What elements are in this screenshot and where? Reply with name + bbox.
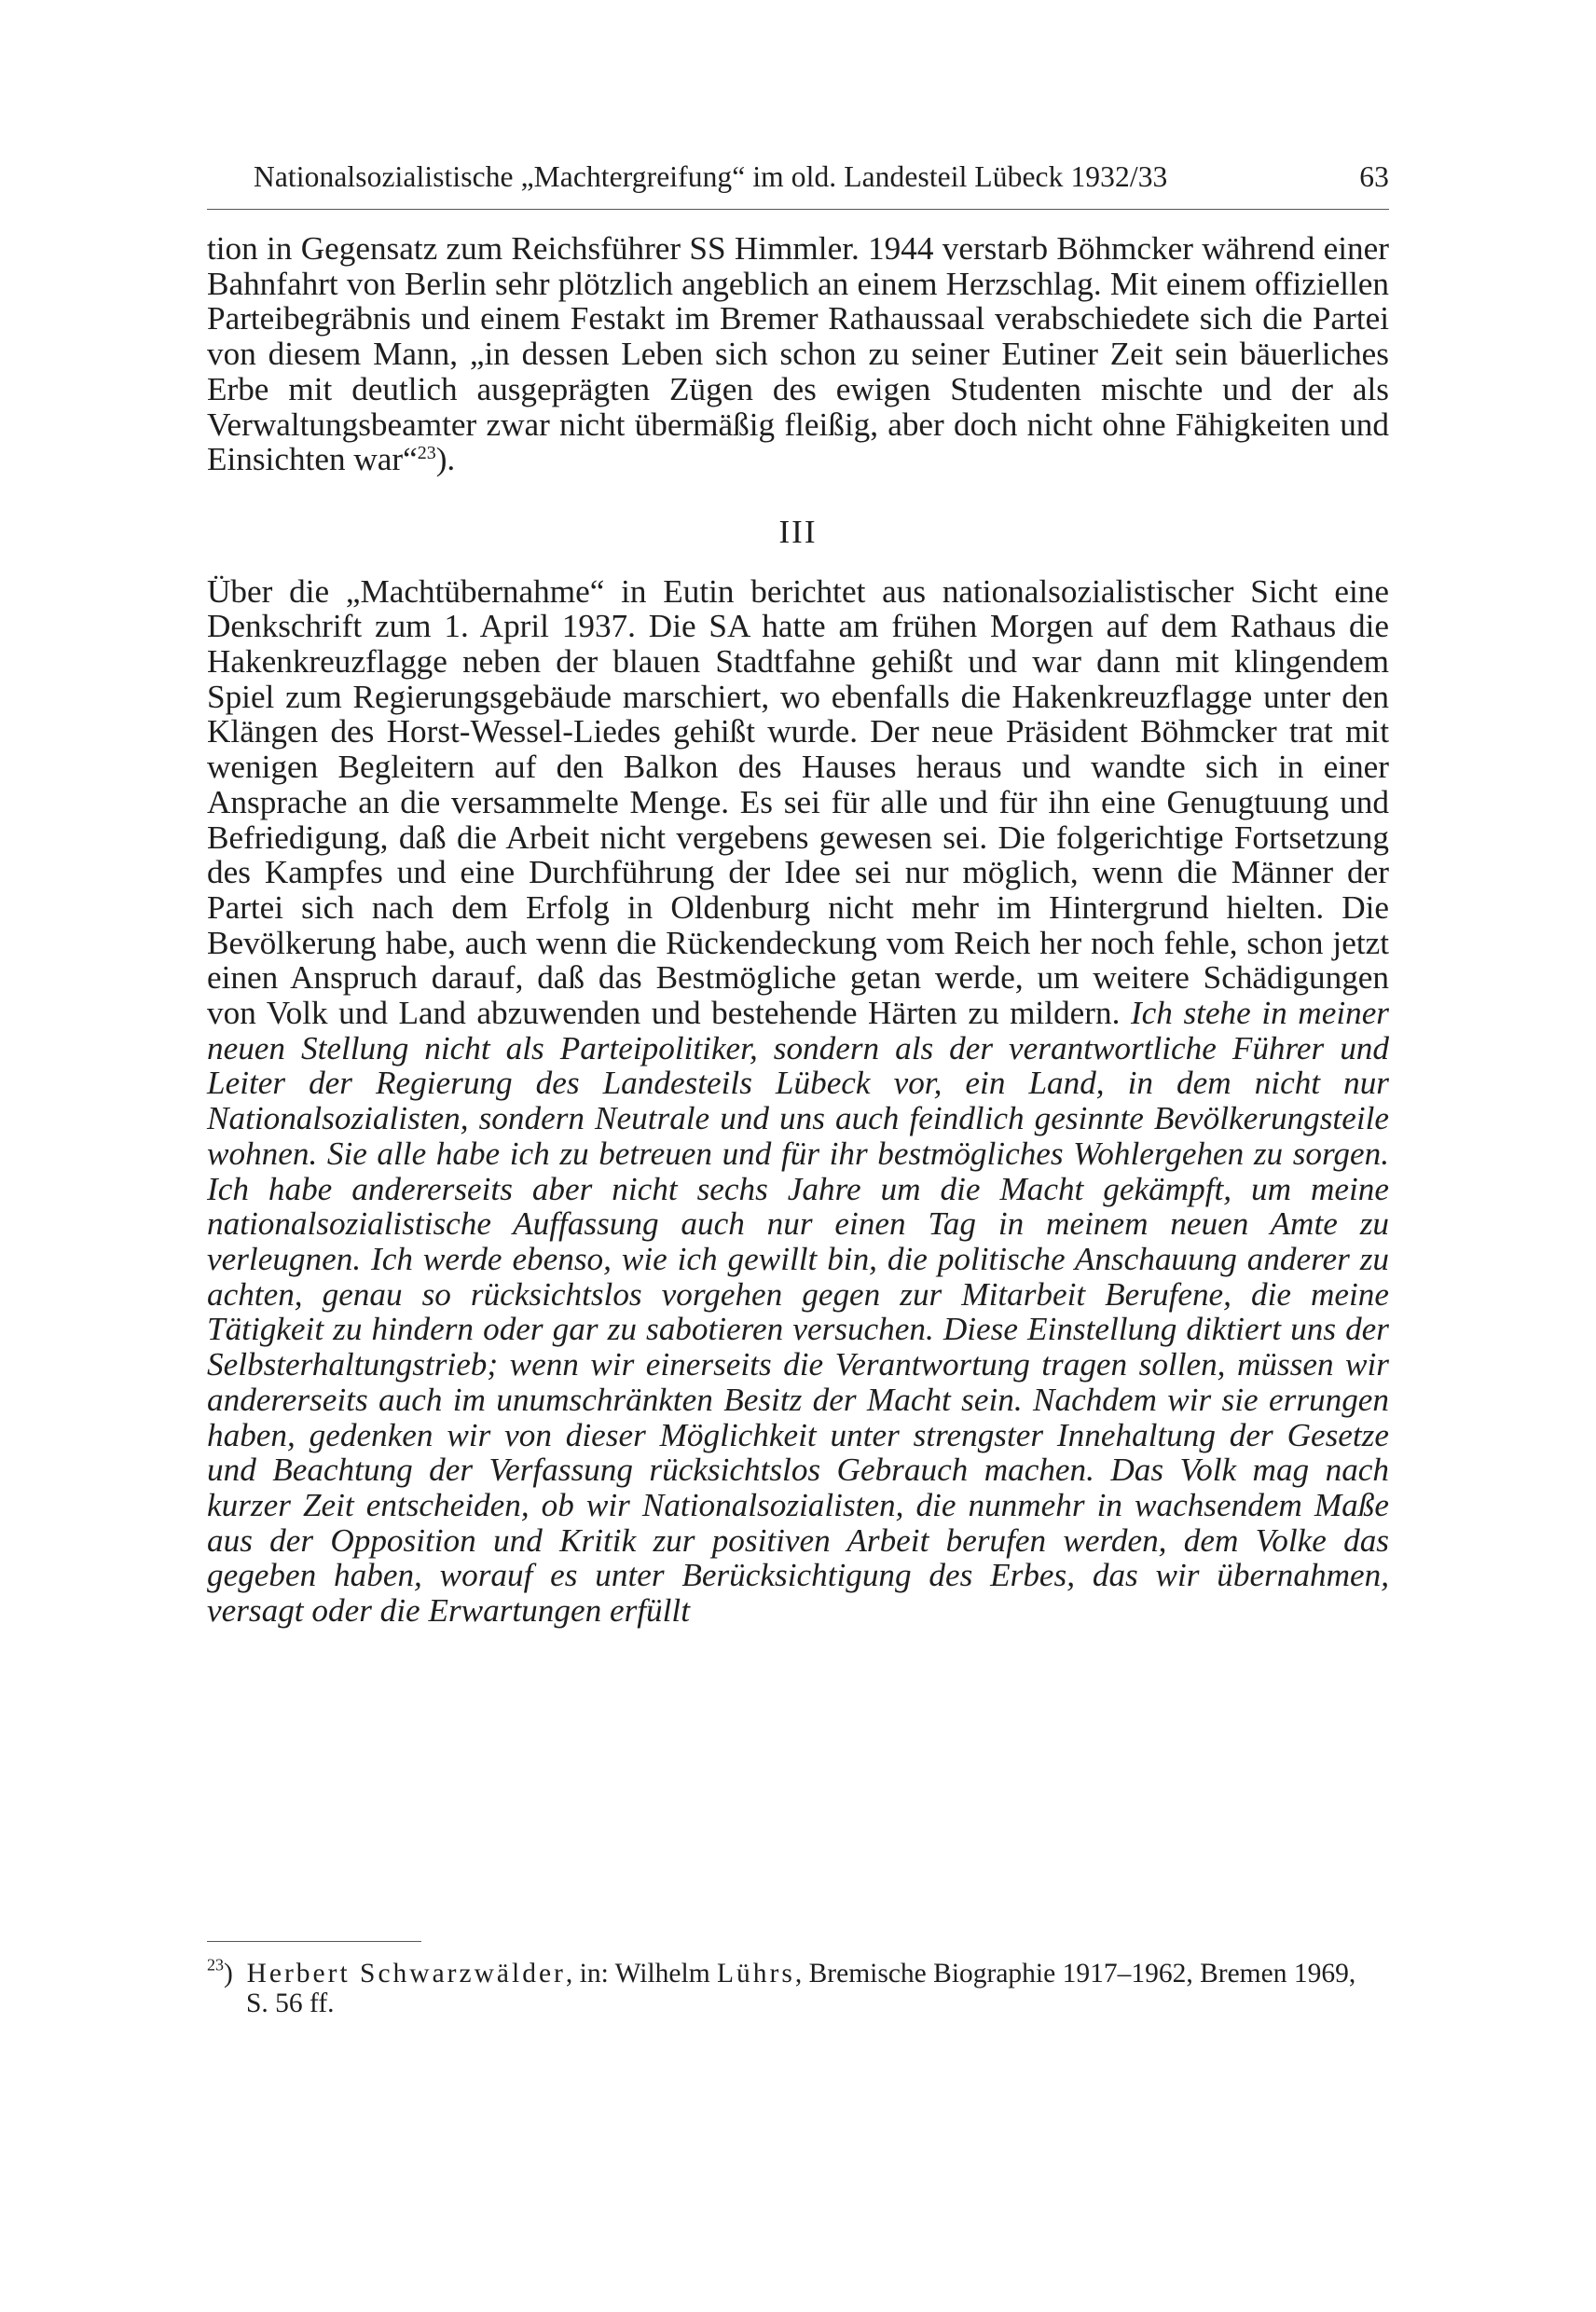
- running-head: [207, 149, 1389, 196]
- footnote-text: [247, 1959, 1356, 1989]
- paragraph-end: ).: [435, 441, 456, 478]
- footnote-paren: ): [224, 1959, 233, 1989]
- body-text: [207, 231, 1389, 1629]
- footnote-line-2: S. 56 ff.: [246, 1988, 335, 2018]
- paragraph-text: Über die „Machtübernahme“ in Eutin berichtet aus nationalsozialistischer Sicht eine Denkschrift zum 1. April 1937. Die SA hatte am frühen Morgen auf dem Rathaus die Hakenkreuzflagge neben der blauen Stadtfahne gehißt und war dann mit klingendem Spiel zum Regierungsgebäude marschiert, wo ebenfalls die Hakenkreuzflagge unter den Klängen des Horst-Wessel-Liedes gehißt wurde. Der neue Präsident Böhmcker trat mit wenigen Begleitern auf den Balkon des Hauses heraus und wandte sich in einer Ansprache an die versammelte Menge. Es sei für alle und für ihn eine Genugtuung und Befriedigung, daß die Arbeit nicht vergebens gewesen sei. Die folgerichtige Fortsetzung des Kampfes und eine Durchführung der Idee sei nur möglich, wenn die Männer der Partei sich nach dem Erfolg in Oldenburg nicht mehr im Hintergrund hielten. Die Bevölkerung habe, auch wenn die Rückendeckung vom Reich her noch fehle, schon jetzt einen Anspruch darauf, daß das Bestmögliche getan werde, um weitere Schädigungen von Volk und Land abzuwenden und bestehende Härten zu mildern.: [207, 572, 1389, 1032]
- paragraph: [207, 574, 1389, 1629]
- footnote-mark: 23: [207, 1955, 224, 1975]
- paragraph-text: tion in Gegensatz zum Reichsführer SS Himmler. 1944 verstarb Böhmcker während einer Bahnfahrt von Berlin sehr plötzlich angeblich an einem Herzschlag. Mit einem offiziellen Parteibegräbnis und einem Festakt im Bremer Rathaussaal verabschiedete sich die Partei von diesem Mann, „in dessen Leben sich schon zu seiner Eutiner Zeit sein bäuerliches Erbe mit deutlich ausgeprägten Zügen des ewigen Studenten mischte und der als Verwaltungsbeamter zwar nicht übermäßig fleißig, aber doch nicht ohne Fähigkeiten und Einsichten war“: [207, 230, 1389, 478]
- section-heading: III: [778, 513, 818, 550]
- footnote: [207, 1955, 1389, 2018]
- document-page: [207, 149, 1390, 2018]
- running-head-title: Nationalsozialistische „Machtergreifung“ im old. Landesteil Lübeck 1932/33: [254, 160, 1168, 193]
- paragraph-continuation: [207, 231, 1389, 477]
- footnote-editor: Lührs: [717, 1959, 795, 1989]
- footnote-mid: , in: Wilhelm: [565, 1959, 718, 1989]
- page-number: 63: [1359, 160, 1389, 193]
- footnote-author: Herbert Schwarzwälder: [246, 1959, 566, 1989]
- header-rule: [207, 209, 1389, 210]
- footnote-rest: , Bremische Biographie 1917–1962, Bremen 1969,: [794, 1959, 1356, 1989]
- quoted-speech: Ich stehe in meiner neuen Stellung nicht als Parteipolitiker, sondern als der verantwortliche Führer und Leiter der Regierung des Landesteils Lübeck vor, ein Land, in dem nicht nur Nationalsozialisten, sondern Neutrale und uns auch feindlich gesinnte Bevölkerungsteile wohnen. Sie alle habe ich zu betreuen und für ihr bestmögliches Wohlergehen zu sorgen. Ich habe andererseits aber nicht sechs Jahre um die Macht gekämpft, um meine nationalsozialistische Auffassung auch nur einen Tag in meinem neuen Amte zu verleugnen. Ich werde ebenso, wie ich gewillt bin, die politische Anschauung anderer zu achten, genau so rücksichtslos vorgehen gegen zur Mitarbeit Berufene, die meine Tätigkeit zu hindern oder gar zu sabotieren versuchen. Diese Einstellung diktiert uns der Selbsterhaltungstrieb; wenn wir einerseits die Verantwortung tragen sollen, müssen wir andererseits auch im unumschränkten Besitz der Macht sein. Nachdem wir sie errungen haben, gedenken wir von dieser Möglichkeit unter strengster Innehaltung der Gesetze und Beachtung der Verfassung rücksichtslos Gebrauch machen. Das Volk mag nach kurzer Zeit entscheiden, ob wir Nationalsozialisten, die nunmehr in wachsendem Maße aus der Opposition und Kritik zur positiven Arbeit berufen werden, dem Volke das gegeben haben, worauf es unter Berücksichtigung des Erbes, das wir übernahmen, versagt oder die Erwartungen erfüllt: [207, 995, 1390, 1630]
- footnote-reference: 23: [417, 443, 436, 464]
- footnote-rule: [207, 1941, 421, 1942]
